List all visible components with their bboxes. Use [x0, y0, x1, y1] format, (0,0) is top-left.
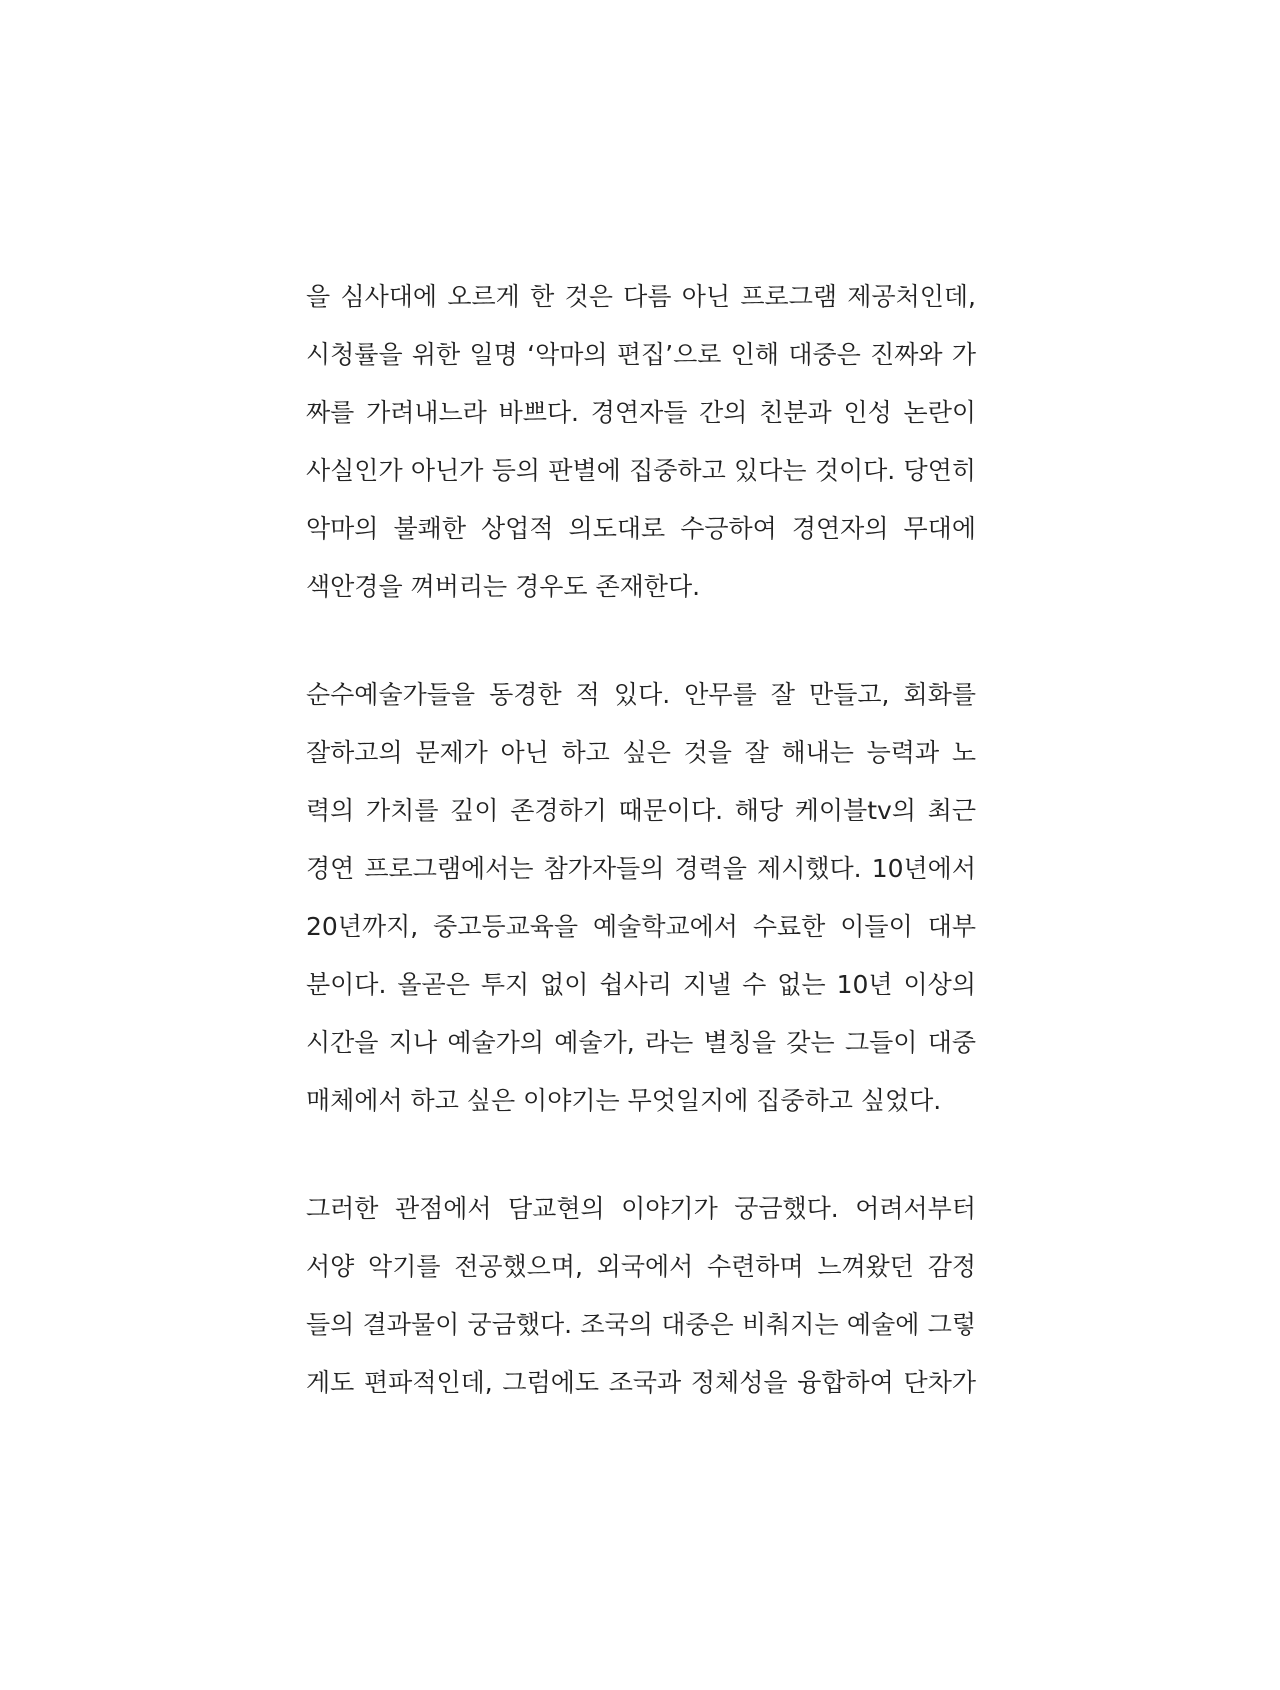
text-line: 시청률을 위한 일명 ‘악마의 편집’으로 인해 대중은 진짜와 가: [306, 340, 976, 369]
text-line: 그러한 관점에서 담교현의 이야기가 궁금했다. 어려서부터: [306, 1194, 976, 1223]
body-text: [306, 268, 976, 1412]
text-line: 시간을 지나 예술가의 예술가, 라는 별칭을 갖는 그들이 대중: [306, 1028, 976, 1057]
text-line: 잘하고의 문제가 아닌 하고 싶은 것을 잘 해내는 능력과 노: [306, 738, 976, 767]
paragraph-1: [306, 268, 976, 616]
text-line: 짜를 가려내느라 바쁘다. 경연자들 간의 친분과 인성 논란이: [306, 398, 976, 427]
paragraph-3: [306, 1180, 976, 1412]
text-line: 매체에서 하고 싶은 이야기는 무엇일지에 집중하고 싶었다.: [306, 1086, 942, 1115]
text-line: 들의 결과물이 궁금했다. 조국의 대중은 비춰지는 예술에 그렇: [306, 1310, 976, 1339]
text-line: 순수예술가들을 동경한 적 있다. 안무를 잘 만들고, 회화를: [306, 680, 976, 709]
text-line: 분이다. 올곧은 투지 없이 쉽사리 지낼 수 없는 10년 이상의: [306, 970, 976, 999]
text-line: 력의 가치를 깊이 존경하기 때문이다. 해당 케이블tv의 최근: [306, 796, 976, 825]
text-line: 사실인가 아닌가 등의 판별에 집중하고 있다는 것이다. 당연히: [306, 456, 976, 485]
text-line: 악마의 불쾌한 상업적 의도대로 수긍하여 경연자의 무대에: [306, 514, 976, 543]
text-line: 게도 편파적인데, 그럼에도 조국과 정체성을 융합하여 단차가: [306, 1368, 976, 1397]
paragraph-2: [306, 666, 976, 1130]
text-line: 을 심사대에 오르게 한 것은 다름 아닌 프로그램 제공처인데,: [306, 282, 976, 311]
text-line: 색안경을 껴버리는 경우도 존재한다.: [306, 572, 701, 601]
text-line: 경연 프로그램에서는 참가자들의 경력을 제시했다. 10년에서: [306, 854, 976, 883]
text-line: 서양 악기를 전공했으며, 외국에서 수련하며 느껴왔던 감정: [306, 1252, 976, 1281]
text-line: 20년까지, 중고등교육을 예술학교에서 수료한 이들이 대부: [306, 912, 976, 941]
